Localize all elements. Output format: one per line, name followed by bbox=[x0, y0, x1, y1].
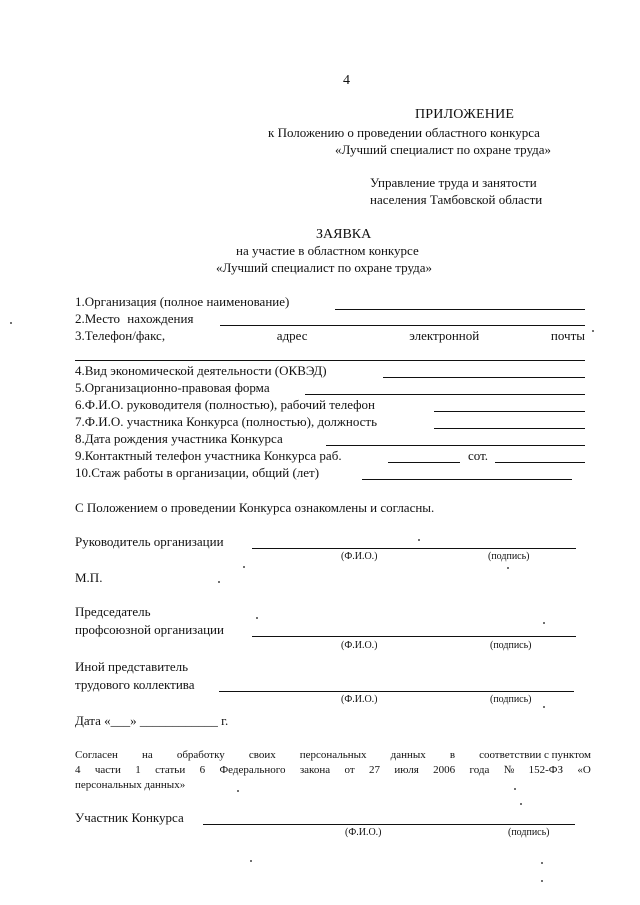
field-legal-form-line[interactable] bbox=[305, 394, 585, 395]
consent-word: закона bbox=[299, 764, 331, 776]
consent-word: соответствии с пунктом bbox=[479, 749, 591, 761]
field-participant-label: 7.Ф.И.О. участника Конкурса (полностью), должность bbox=[75, 414, 378, 429]
scan-speck bbox=[520, 803, 522, 805]
consent-word: 2006 bbox=[433, 764, 456, 776]
other-fio-caption: (Ф.И.О.) bbox=[341, 694, 378, 705]
appendix-line1: к Положению о проведении областного конкурса bbox=[268, 125, 540, 140]
field-birthdate-label: 8.Дата рождения участника Конкурса bbox=[75, 431, 283, 446]
consent-word: июля bbox=[394, 764, 419, 776]
consent-word: 6 bbox=[199, 764, 206, 776]
scan-speck bbox=[418, 539, 420, 541]
consent-line3: персональных данных» bbox=[75, 779, 186, 791]
other-sign-caption: (подпись) bbox=[490, 694, 532, 705]
field-phone-work-line[interactable] bbox=[388, 462, 460, 463]
consent-word: статьи bbox=[155, 764, 186, 776]
scan-speck bbox=[10, 322, 12, 324]
consent-word: на bbox=[142, 749, 153, 761]
stamp-place: М.П. bbox=[75, 570, 103, 585]
consent-word: года bbox=[469, 764, 490, 776]
field-legal-form-label: 5.Организационно-правовая форма bbox=[75, 380, 270, 395]
field-okved-label: 4.Вид экономической деятельности (ОКВЭД) bbox=[75, 363, 327, 378]
field-contacts-label bbox=[75, 328, 585, 343]
appendix-title: ПРИЛОЖЕНИЕ bbox=[415, 107, 515, 122]
scan-speck bbox=[543, 622, 545, 624]
consent-word: № bbox=[503, 764, 515, 776]
scan-speck bbox=[507, 567, 509, 569]
consent-word: 4 bbox=[75, 764, 81, 776]
consent-line2 bbox=[75, 764, 591, 777]
participant-sign-caption: (подпись) bbox=[508, 827, 550, 838]
date-field[interactable]: Дата «___» ____________ г. bbox=[75, 713, 229, 728]
consent-word: персональных bbox=[299, 749, 367, 761]
scan-speck bbox=[541, 862, 543, 864]
field-organization-line[interactable] bbox=[335, 309, 585, 310]
consent-word: части bbox=[94, 764, 121, 776]
scan-speck bbox=[592, 330, 594, 332]
participant-signature-line[interactable] bbox=[203, 824, 575, 825]
field-location-line[interactable] bbox=[220, 325, 585, 326]
form-subtitle-line1: на участие в областном конкурсе bbox=[236, 243, 419, 258]
union-sign-caption: (подпись) bbox=[490, 640, 532, 651]
head-signature-label: Руководитель организации bbox=[75, 534, 224, 549]
consent-word: своих bbox=[248, 749, 276, 761]
consent-line1 bbox=[75, 749, 591, 762]
addressee-line2: населения Тамбовской области bbox=[370, 192, 543, 207]
form-subtitle-line2: «Лучший специалист по охране труда» bbox=[216, 260, 433, 275]
field-experience-label: 10.Стаж работы в организации, общий (лет) bbox=[75, 465, 320, 480]
field-phone-mobile-line[interactable] bbox=[495, 462, 585, 463]
consent-word: от bbox=[344, 764, 355, 776]
consent-word: в bbox=[449, 749, 456, 761]
scan-speck bbox=[243, 566, 245, 568]
field-contacts-line[interactable] bbox=[75, 360, 585, 361]
consent-word: 1 bbox=[135, 764, 141, 776]
field-head-line[interactable] bbox=[434, 411, 585, 412]
field-experience-line[interactable] bbox=[362, 479, 572, 480]
union-fio-caption: (Ф.И.О.) bbox=[341, 640, 378, 651]
scan-speck bbox=[514, 788, 516, 790]
appendix-line2: «Лучший специалист по охране труда» bbox=[335, 142, 552, 157]
scan-speck bbox=[250, 860, 252, 862]
form-title: ЗАЯВКА bbox=[316, 227, 372, 242]
addressee-line1: Управление труда и занятости bbox=[370, 175, 537, 190]
scan-speck bbox=[256, 617, 258, 619]
field-okved-line[interactable] bbox=[383, 377, 585, 378]
consent-word: «О bbox=[577, 764, 591, 776]
field-contacts-part: адрес bbox=[276, 328, 308, 343]
scan-speck bbox=[237, 790, 239, 792]
field-phone-label: 9.Контактный телефон участника Конкурса раб. bbox=[75, 448, 342, 463]
field-contacts-part: 3.Телефон/факс, bbox=[75, 328, 166, 343]
other-label-line1: Иной представитель bbox=[75, 659, 189, 674]
participant-fio-caption: (Ф.И.О.) bbox=[345, 827, 382, 838]
page-number: 4 bbox=[343, 73, 350, 88]
other-label-line2: трудового коллектива bbox=[75, 677, 195, 692]
union-label-line1: Председатель bbox=[75, 604, 151, 619]
consent-word: Согласен bbox=[75, 749, 118, 761]
field-birthdate-line[interactable] bbox=[326, 445, 585, 446]
scan-speck bbox=[541, 880, 543, 882]
field-contacts-part: электронной bbox=[409, 328, 480, 343]
head-signature-line[interactable] bbox=[252, 548, 576, 549]
head-fio-caption: (Ф.И.О.) bbox=[341, 551, 378, 562]
other-signature-line[interactable] bbox=[219, 691, 574, 692]
field-participant-line[interactable] bbox=[434, 428, 585, 429]
union-label-line2: профсоюзной организации bbox=[75, 622, 224, 637]
field-head-label: 6.Ф.И.О. руководителя (полностью), рабочий телефон bbox=[75, 397, 375, 412]
consent-word: Федерального bbox=[219, 764, 286, 776]
consent-word: 27 bbox=[369, 764, 381, 776]
field-contacts-part: почты bbox=[550, 328, 585, 343]
head-sign-caption: (подпись) bbox=[488, 551, 530, 562]
field-organization-label: 1.Организация (полное наименование) bbox=[75, 294, 290, 309]
consent-word: данных bbox=[390, 749, 426, 761]
agreement-text: С Положением о проведении Конкурса ознакомлены и согласны. bbox=[75, 500, 435, 515]
union-signature-line[interactable] bbox=[252, 636, 576, 637]
field-location-label: 2.Место нахождения bbox=[75, 311, 194, 326]
field-phone-mobile-label: сот. bbox=[468, 448, 489, 463]
scan-speck bbox=[543, 706, 545, 708]
consent-word: 152-ФЗ bbox=[528, 764, 563, 776]
scan-speck bbox=[218, 581, 220, 583]
consent-word: обработку bbox=[176, 749, 225, 761]
participant-signature-label: Участник Конкурса bbox=[75, 810, 184, 825]
